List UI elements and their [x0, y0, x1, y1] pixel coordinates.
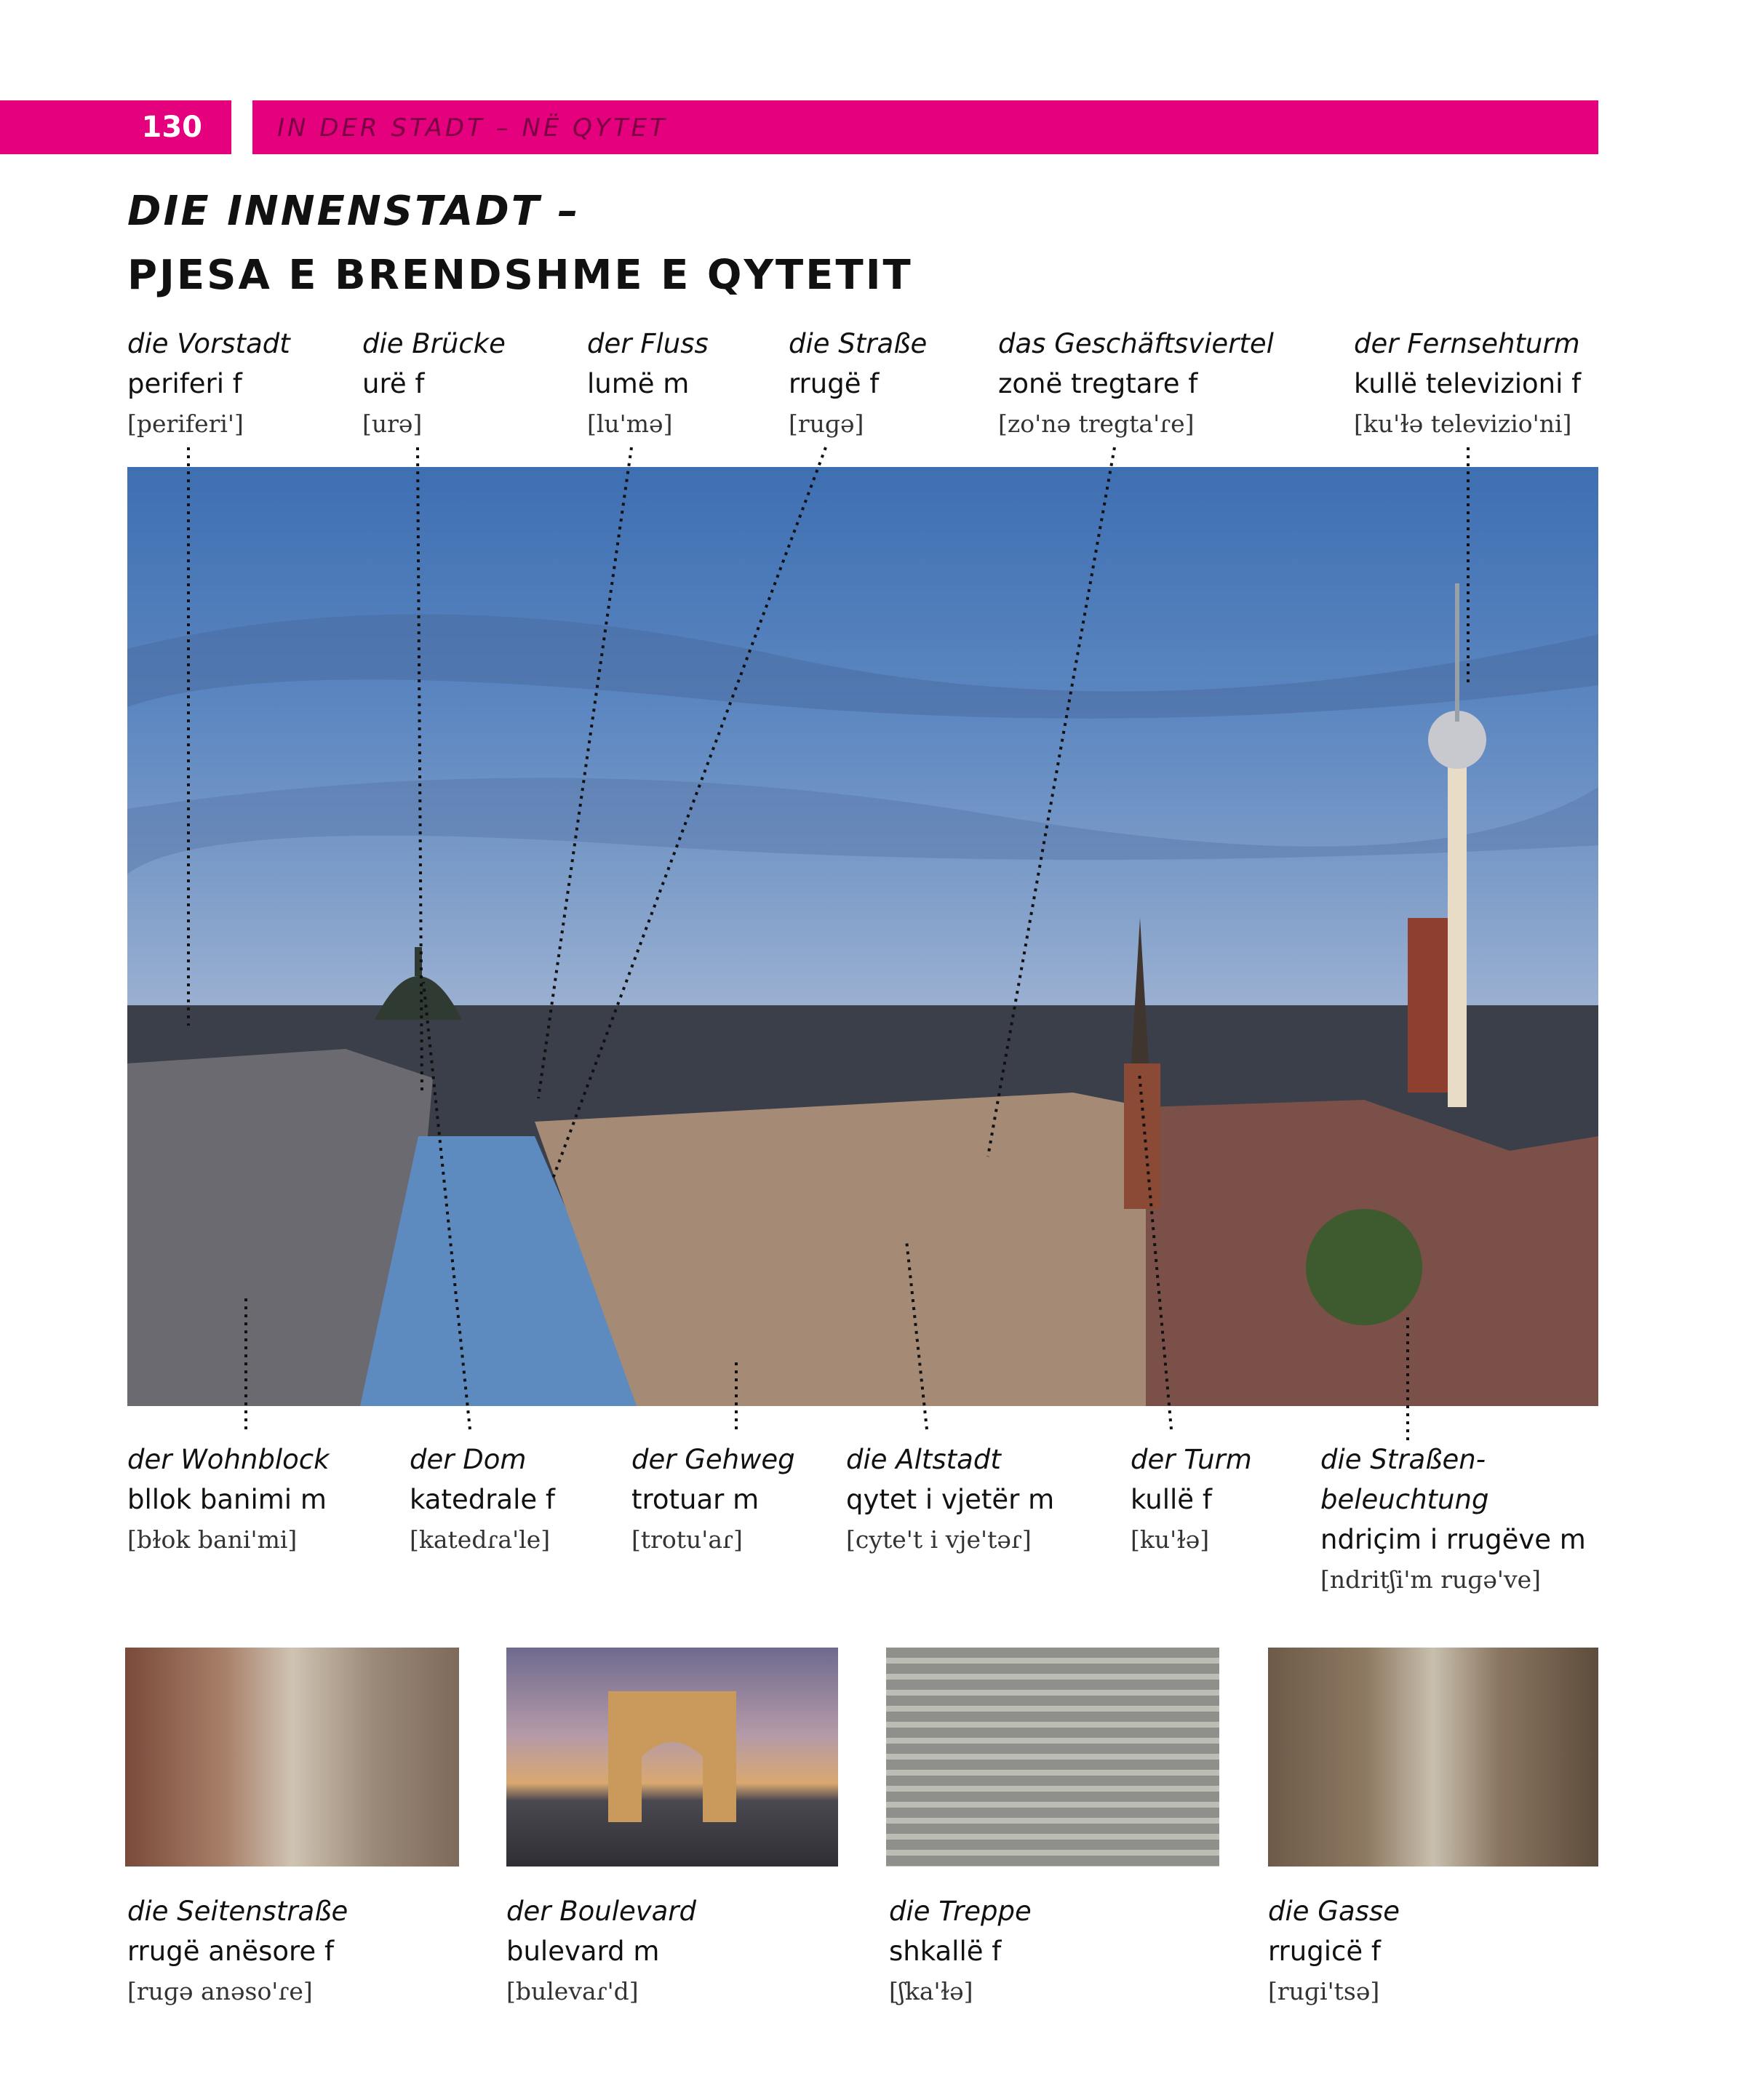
label-sq: bllok banimi m — [127, 1484, 327, 1515]
page-title-albanian: PJESA E BRENDSHME E QYTETIT — [127, 252, 913, 299]
label-de: der Dom — [410, 1444, 527, 1475]
label-ph: [urə] — [362, 410, 423, 438]
label-de: die Altstadt — [846, 1444, 1001, 1475]
label-ph: [trotu'aɾ] — [631, 1525, 743, 1554]
caption-ph: [ruɡi'tsə] — [1268, 1977, 1380, 2005]
label-de: die Straße — [789, 328, 928, 359]
label-turm — [1131, 1440, 1252, 1560]
city-skyline-photo — [127, 467, 1598, 1406]
label-de: die Vorstadt — [127, 328, 290, 359]
caption-seitenstrasse — [127, 1891, 348, 2011]
label-de: der Gehweg — [631, 1444, 795, 1475]
caption-gasse — [1268, 1891, 1400, 2011]
label-altstadt — [846, 1440, 1054, 1560]
label-sq: periferi f — [127, 368, 242, 399]
label-ph: [zo'nə tregta'ɾe] — [998, 410, 1195, 438]
section-header-bar — [252, 100, 1598, 154]
arch-illustration — [506, 1648, 838, 1867]
label-sq: urë f — [362, 368, 425, 399]
label-sq: rrugë f — [789, 368, 880, 399]
caption-sq: rrugë anësore f — [127, 1936, 334, 1967]
label-sq: ndriçim i rrugëve m — [1320, 1524, 1586, 1555]
label-ph: [ku'ɫə] — [1131, 1525, 1210, 1554]
photo-boulevard — [506, 1648, 838, 1867]
label-dom — [410, 1440, 555, 1560]
label-sq: lumë m — [587, 368, 690, 399]
label-de: der Fernsehturm — [1354, 328, 1580, 359]
photo-treppe — [886, 1648, 1219, 1867]
label-sq: trotuar m — [631, 1484, 760, 1515]
page-number-bar — [0, 100, 231, 154]
label-strassenbeleuchtung — [1320, 1440, 1586, 1600]
label-strasse — [789, 324, 927, 444]
label-gehweg — [631, 1440, 795, 1560]
label-de-cont: beleuchtung — [1320, 1484, 1489, 1515]
page-number: 130 — [141, 111, 202, 144]
label-sq: kullë televizioni f — [1354, 368, 1582, 399]
page-title-german: DIE INNENSTADT – — [127, 188, 581, 235]
caption-ph: [ʃka'ɫə] — [889, 1977, 973, 2005]
label-vorstadt — [127, 324, 290, 444]
label-ph: [lu'mə] — [587, 410, 673, 438]
label-de: die Straßen- — [1320, 1444, 1486, 1475]
caption-ph: [ruɡə anəso'ɾe] — [127, 1977, 313, 2005]
label-ph: [cyte't i vje'təɾ] — [846, 1525, 1032, 1554]
label-fernsehturm — [1354, 324, 1581, 444]
label-sq: qytet i vjetër m — [846, 1484, 1055, 1515]
label-de: die Brücke — [362, 328, 506, 359]
label-fluss — [587, 324, 709, 444]
caption-de: die Treppe — [889, 1896, 1032, 1927]
caption-de: der Boulevard — [506, 1896, 697, 1927]
caption-ph: [bulevaɾ'd] — [506, 1977, 639, 2005]
caption-boulevard — [506, 1891, 696, 2011]
caption-sq: shkallë f — [889, 1936, 1002, 1967]
caption-sq: bulevard m — [506, 1936, 660, 1967]
label-de: der Wohnblock — [127, 1444, 330, 1475]
label-de: das Geschäftsviertel — [998, 328, 1274, 359]
label-ph: [ku'ɫə televizio'ni] — [1354, 410, 1572, 438]
label-geschaeftsviertel — [998, 324, 1274, 444]
label-bruecke — [362, 324, 506, 444]
photo-seitenstrasse — [125, 1648, 459, 1867]
caption-sq: rrugicë f — [1268, 1936, 1381, 1967]
label-wohnblock — [127, 1440, 330, 1560]
label-ph: [bɫok bani'mi] — [127, 1525, 298, 1554]
caption-de: die Gasse — [1268, 1896, 1400, 1927]
caption-treppe — [889, 1891, 1032, 2011]
label-sq: kullë f — [1131, 1484, 1212, 1515]
caption-de: die Seitenstraße — [127, 1896, 348, 1927]
skyline-illustration — [127, 467, 1598, 1406]
label-de: der Fluss — [587, 328, 709, 359]
label-sq: katedrale f — [410, 1484, 555, 1515]
label-sq: zonë tregtare f — [998, 368, 1198, 399]
label-de: der Turm — [1131, 1444, 1252, 1475]
label-ph: [periferi'] — [127, 410, 244, 438]
label-ph: [ruɡə] — [789, 410, 864, 438]
label-ph: [katedɾa'le] — [410, 1525, 551, 1554]
photo-gasse — [1268, 1648, 1598, 1867]
section-title: IN DER STADT – NË QYTET — [277, 113, 668, 143]
label-ph: [ndritʃi'm ruɡə've] — [1320, 1565, 1542, 1594]
